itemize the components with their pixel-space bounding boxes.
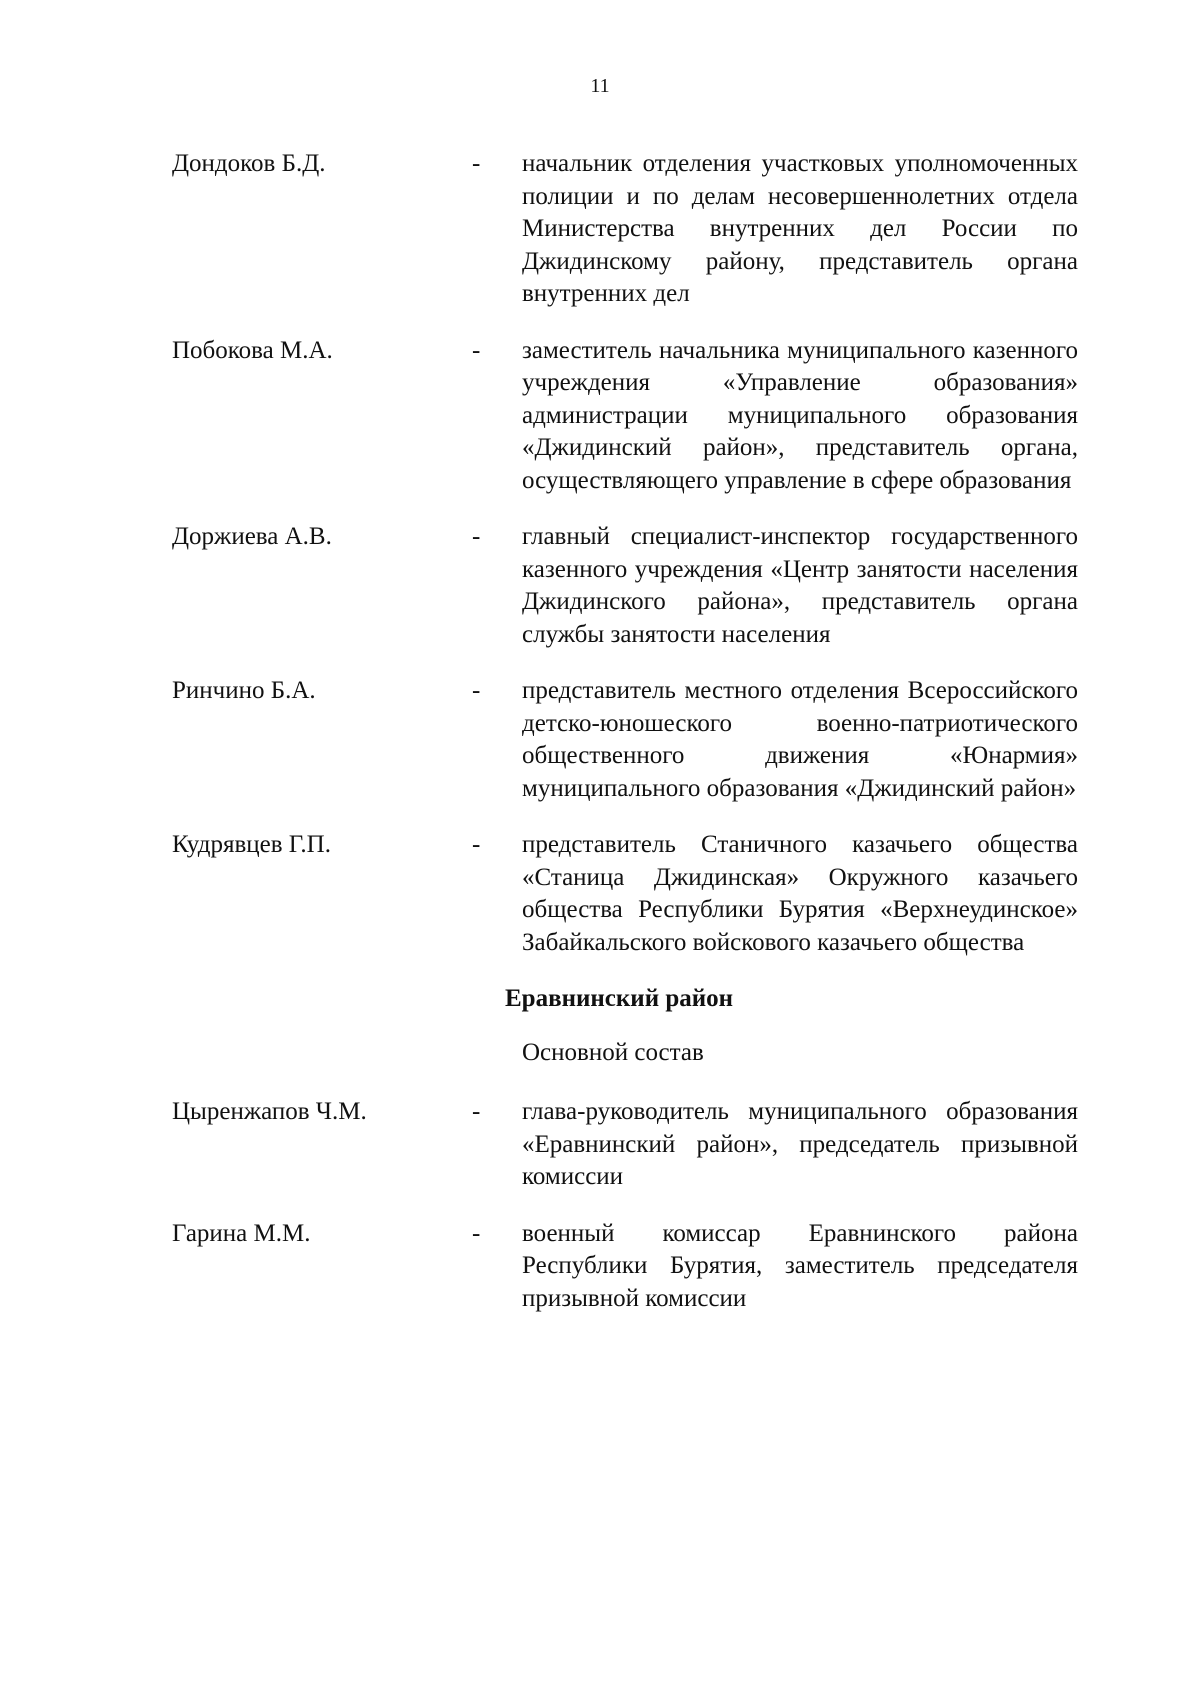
district-heading: Еравнинский район [505,985,734,1012]
member-name: Доржиева А.В. [172,523,332,550]
member-position: глава-руководитель муниципального образования «Еравнинский район», председатель призывной комиссии [522,1098,1078,1190]
member-position: начальник отделения участковых уполномоченных полиции и по делам несовершеннолетних отдела Министерства внутренних дел России по Джидинскому району, представитель органа внутренних дел [522,150,1078,307]
member-position: представитель Станичного казачьего общества «Станица Джидинская» Окружного казачьего общества Республики Бурятия «Верхнеудинское» Забайкальского войскового казачьего общества [522,831,1078,956]
member-dash: - [472,523,481,550]
member-entry [0,829,1200,959]
member-entry [0,675,1200,805]
member-name: Побокова М.А. [172,336,333,364]
commission-member-list [0,148,1200,1339]
member-entry [0,148,1200,311]
member-dash: - [472,831,481,858]
member-dash: - [472,1219,481,1247]
member-position: заместитель начальника муниципального казенного учреждения «Управление образования» администрации муниципального образования «Джидинский район», представитель органа, осуществляющего управление в сфере образования [522,336,1078,494]
member-name: Гарина М.М. [172,1219,311,1247]
member-position: военный комиссар Еравнинского района Республики Бурятия, заместитель председателя призывной комиссии [522,1219,1078,1312]
member-entry [0,521,1200,651]
member-entry [0,1096,1200,1194]
member-dash: - [472,336,481,364]
member-dash: - [472,150,481,177]
member-position: представитель местного отделения Всероссийского детско-юношеского военно-патриотического общественного движения «Юнармия» муниципального образования «Джидинский район» [522,677,1078,802]
member-dash: - [472,677,481,704]
composition-subheading: Основной состав [522,1039,704,1066]
member-position: главный специалист-инспектор государственного казенного учреждения «Центр занятости населения Джидинского района», представитель органа службы занятости населения [522,523,1078,648]
member-dash: - [472,1098,481,1125]
member-name: Цыренжапов Ч.М. [172,1098,367,1125]
member-name: Ринчино Б.А. [172,677,316,704]
member-entry [0,335,1200,498]
page-number: 11 [590,75,610,97]
member-name: Кудрявцев Г.П. [172,831,331,858]
member-entry [0,1218,1200,1316]
member-name: Дондоков Б.Д. [172,150,326,177]
